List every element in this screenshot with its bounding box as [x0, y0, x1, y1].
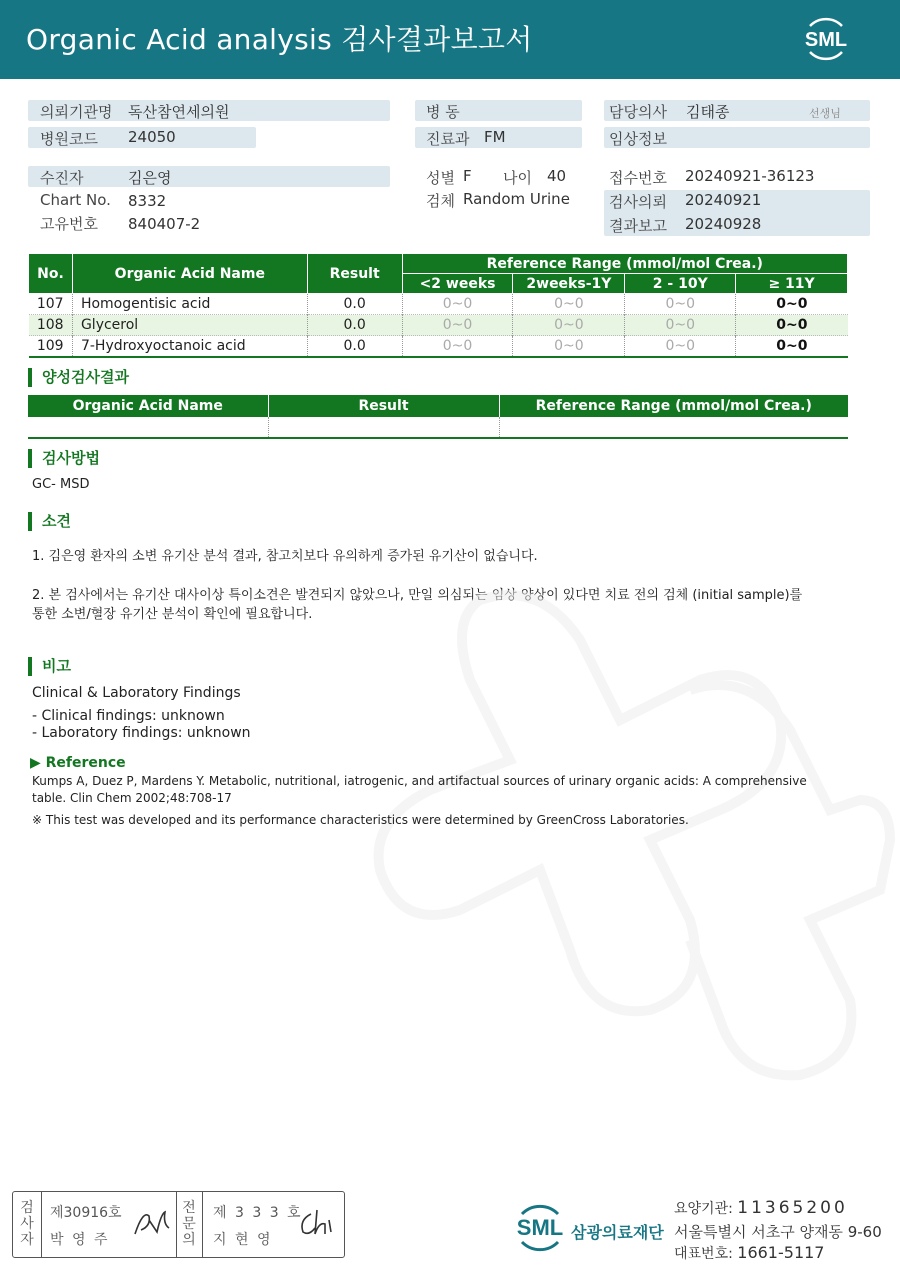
row-name: 7-Hydroxyoctanoic acid [72, 336, 307, 357]
pos-col-name-header: Organic Acid Name [28, 395, 268, 417]
remarks-heading: Clinical & Laboratory Findings [32, 685, 241, 701]
row-ref: 0~0 [625, 294, 736, 315]
doctor-label: 담당의사 [609, 103, 667, 121]
phone: 대표번호: 1661-5117 [674, 1243, 825, 1262]
row-ref: 0~0 [513, 294, 625, 315]
col-ref-sub-header: <2 weeks [402, 274, 513, 294]
hospital-code-value: 24050 [128, 128, 176, 146]
row-result: 0.0 [307, 315, 402, 336]
institution-value: 독산참연세의원 [128, 103, 230, 121]
row-ref: 0~0 [513, 336, 625, 357]
address: 서울특별시 서초구 양재동 9-60 [674, 1223, 882, 1241]
row-ref: 0~0 [402, 336, 513, 357]
findings-line-1: 1. 김은영 환자의 소변 유기산 분석 결과, 참고치보다 유의하게 증가된 유기산이 없습니다. [32, 549, 538, 564]
table-row [28, 417, 848, 438]
empty-cell [28, 417, 268, 438]
unique-id-label: 고유번호 [40, 215, 98, 233]
divider [202, 1192, 203, 1257]
specimen-value: Random Urine [463, 190, 570, 208]
divider [41, 1192, 42, 1257]
report-title: Organic Acid analysis 검사결과보고서 [26, 23, 533, 56]
sml-footer-logo-icon [510, 1200, 570, 1256]
svg-text:SML: SML [516, 1215, 564, 1240]
row-no: 108 [36, 317, 64, 333]
pos-col-result-header: Result [268, 395, 499, 417]
remarks-line-1: - Clinical findings: unknown [32, 708, 225, 724]
cross-watermark-icon [360, 560, 900, 1100]
row-ref: 0~0 [736, 315, 848, 336]
col-ref-sub-header: 2 - 10Y [625, 274, 736, 294]
clinical-label: 임상정보 [609, 130, 667, 148]
sex-label: 성별 [426, 169, 455, 187]
method-title: 검사방법 [28, 449, 100, 468]
reference-note: ※ This test was developed and its performance characteristics were determined by GreenCross Laboratories. [32, 813, 689, 827]
examiner-vertical-label: 검 사 자 [20, 1200, 34, 1248]
row-ref: 0~0 [402, 315, 513, 336]
ward-label: 병 동 [426, 103, 460, 121]
col-result-header: Result [307, 254, 402, 294]
report-date-value: 20240928 [685, 215, 762, 233]
row-ref: 0~0 [736, 294, 848, 315]
sml-logo-icon [798, 14, 854, 64]
col-ref-header: Reference Range (mmol/mol Crea.) [402, 254, 847, 274]
positive-results-title: 양성검사결과 [28, 368, 129, 387]
table-row [29, 336, 848, 357]
pos-col-ref-header: Reference Range (mmol/mol Crea.) [499, 395, 848, 417]
dept-label: 진료과 [426, 130, 470, 148]
signature-box [12, 1191, 345, 1258]
patient-value: 김은영 [128, 169, 172, 187]
age-label: 나이 [503, 169, 532, 187]
reference-line-1: Kumps A, Duez P, Mardens Y. Metabolic, nutritional, iatrogenic, and artifactual sources of urinary organic acids: A comprehensive [32, 774, 807, 788]
reference-title-row [30, 755, 126, 771]
method-value: GC- MSD [32, 477, 90, 492]
row-ref: 0~0 [402, 294, 513, 315]
examiner-license-no: 제30916호 [50, 1205, 122, 1221]
report-header [0, 0, 900, 79]
hospital-code-label: 병원코드 [40, 130, 98, 148]
row-ref: 0~0 [513, 315, 625, 336]
age-value: 40 [547, 167, 567, 185]
chart-no-label: Chart No. [40, 191, 111, 209]
table-row [29, 294, 848, 315]
dept-value: FM [484, 128, 506, 146]
sex-value: F [463, 167, 472, 185]
org-name: 삼광의료재단 [571, 1223, 664, 1242]
request-date-value: 20240921 [685, 191, 762, 209]
row-ref: 0~0 [736, 336, 848, 357]
row-result: 0.0 [307, 294, 402, 315]
divider [176, 1192, 177, 1257]
specialist-license-no: 제 3 3 3 호 [213, 1205, 303, 1221]
triangle-right-icon: ▶ [30, 755, 41, 771]
row-ref: 0~0 [625, 315, 736, 336]
chart-no-value: 8332 [128, 192, 167, 210]
receipt-no-value: 20240921-36123 [685, 167, 815, 185]
specialist-vertical-label: 전 문 의 [182, 1200, 196, 1248]
positive-results-table [28, 395, 848, 439]
unique-id-value: 840407-2 [128, 215, 201, 233]
empty-cell [268, 417, 499, 438]
remarks-line-2: - Laboratory findings: unknown [32, 725, 251, 741]
doctor-suffix: 선생님 [809, 107, 841, 120]
institution-label: 의뢰기관명 [40, 103, 113, 121]
row-result: 0.0 [307, 336, 402, 357]
col-name-header: Organic Acid Name [72, 254, 307, 294]
patient-label: 수진자 [40, 169, 84, 187]
table-row [29, 315, 848, 336]
doctor-value: 김태종 [686, 103, 730, 121]
reference-line-2: table. Clin Chem 2002;48:708-17 [32, 791, 232, 805]
row-name: Glycerol [72, 315, 307, 336]
empty-cell [499, 417, 848, 438]
remarks-title: 비고 [28, 657, 71, 676]
request-date-label: 검사의뢰 [609, 193, 667, 211]
findings-title: 소견 [28, 512, 71, 531]
specialist-signature-icon [295, 1206, 339, 1240]
examiner-name: 박 영 주 [50, 1232, 110, 1248]
findings-line-2: 2. 본 검사에서는 유기산 대사이상 특이소견은 발견되지 않았으나, 만일 의심되는 임상 양상이 있다면 치료 전의 검체 (initial sample)를 [32, 588, 803, 603]
row-no: 109 [36, 337, 64, 354]
reference-title: Reference [45, 755, 126, 771]
institution-code: 요양기관: 11365200 [674, 1198, 848, 1218]
col-ref-sub-header: 2weeks-1Y [513, 274, 625, 294]
row-ref: 0~0 [625, 336, 736, 357]
examiner-signature-icon [131, 1206, 175, 1240]
row-name: Homogentisic acid [72, 294, 307, 315]
receipt-no-label: 접수번호 [609, 169, 667, 187]
col-ref-sub-header: ≥ 11Y [736, 274, 848, 294]
col-no-header: No. [29, 254, 73, 294]
results-table [28, 253, 848, 358]
specialist-name: 지 현 영 [213, 1232, 273, 1248]
specimen-label: 검체 [426, 192, 455, 210]
report-date-label: 결과보고 [609, 217, 667, 235]
svg-text:SML: SML [804, 29, 848, 51]
findings-line-2-cont: 통한 소변/혈장 유기산 분석이 확인에 필요합니다. [32, 607, 313, 622]
row-no: 107 [36, 296, 64, 312]
